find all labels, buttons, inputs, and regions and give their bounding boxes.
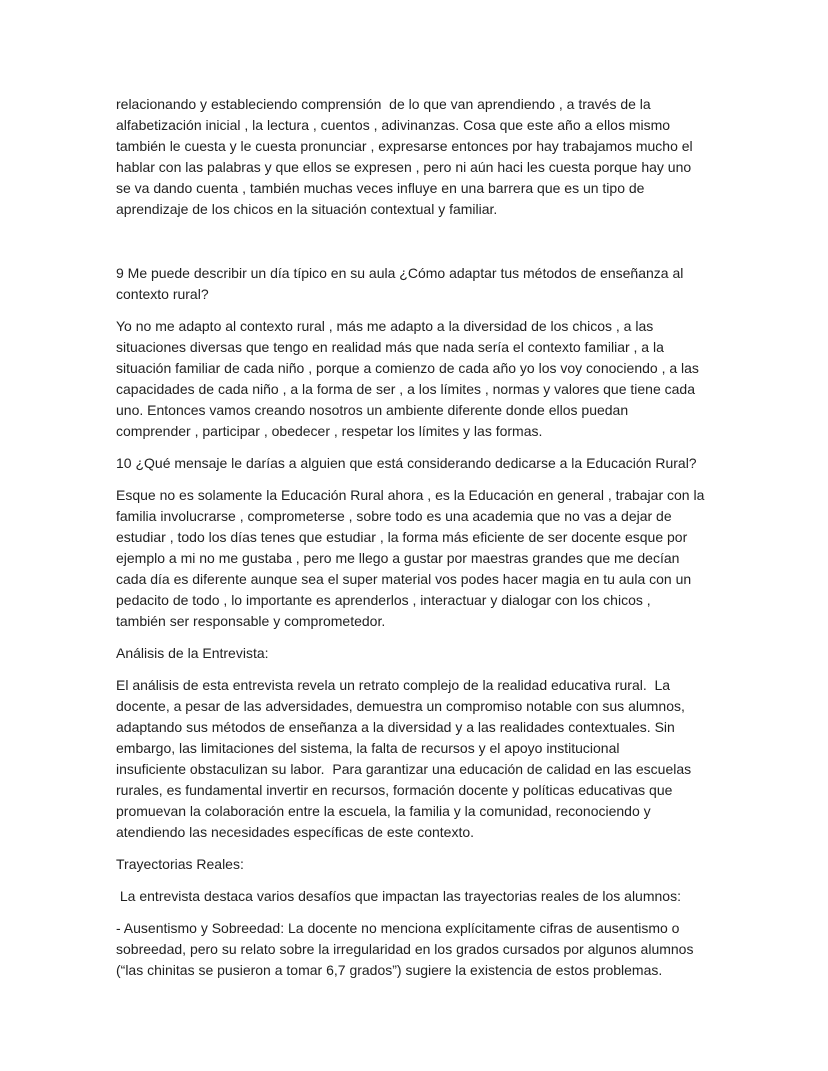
document-page [116,94,736,992]
text-line: hablar con las palabras y que ellos se expresen , pero ni aún haci les cuesta porque hay uno [116,159,692,175]
body-paragraph [116,675,736,843]
text-line: (“las chinitas se pusieron a tomar 6,7 grados”) sugiere la existencia de estos problemas. [116,962,663,978]
text-line: estudiar , todo los días tenes que estudiar , la forma más eficiente de ser docente esque por [116,529,688,545]
answer-paragraph [116,316,736,442]
body-paragraph [116,886,736,907]
text-line: también ser responsable y comprometedor. [116,613,386,629]
text-line: capacidades de cada niño , a la forma de ser , a los límites , normas y valores que tiene cada [116,381,695,397]
text-line: contexto rural? [116,286,209,302]
text-line: 10 ¿Qué mensaje le darías a alguien que está considerando dedicarse a la Educación Rural? [116,455,697,471]
heading-paragraph [116,854,736,875]
bullet-paragraph [116,918,736,981]
text-line: insuficiente obstaculizan su labor. Para garantizar una educación de calidad en las escuelas [116,761,692,777]
text-line: aprendizaje de los chicos en la situación contextual y familiar. [116,201,498,217]
text-line: pedacito de todo , lo importante es aprenderlos , interactuar y dialogar con los chicos , [116,592,651,608]
text-line: sobreedad, pero su relato sobre la irregularidad en los grados cursados por algunos alumnos [116,941,694,957]
text-line: - Ausentismo y Sobreedad: La docente no menciona explícitamente cifras de ausentismo o [116,920,680,936]
text-line: relacionando y estableciendo comprensión de lo que van aprendiendo , a través de la [116,96,651,112]
text-line: situación familiar de cada niño , porque a comienzo de cada año yo los voy conociendo , a las [116,360,699,376]
text-line: 9 Me puede describir un día típico en su aula ¿Cómo adaptar tus métodos de enseñanza al [116,265,684,281]
text-line: adaptando sus métodos de enseñanza a la diversidad y a las realidades contextuales. Sin [116,719,675,735]
answer-paragraph [116,485,736,632]
text-line: rurales, es fundamental invertir en recursos, formación docente y políticas educativas que [116,782,673,798]
text-line: alfabetización inicial , la lectura , cuentos , adivinanzas. Cosa que este año a ellos mismo [116,117,671,133]
text-line: cada día es diferente aunque sea el super material vos podes hacer magia en tu aula con un [116,571,692,587]
question-paragraph [116,263,736,305]
text-line: también le cuesta y le cuesta pronunciar , expresarse entonces por hay trabajamos mucho el [116,138,693,154]
text-line: El análisis de esta entrevista revela un retrato complejo de la realidad educativa rural. La [116,677,671,693]
answer-paragraph [116,94,736,220]
blank-paragraph [116,231,736,252]
text-line: Esque no es solamente la Educación Rural ahora , es la Educación en general , trabajar con la [116,487,705,503]
text-line: familia involucrarse , comprometerse , sobre todo es una academia que no vas a dejar de [116,508,672,524]
text-line: ejemplo a mi no me gustaba , pero me llego a gustar por maestras grandes que me decían [116,550,680,566]
text-line: Trayectorias Reales: [116,856,244,872]
text-line: promuevan la colaboración entre la escuela, la familia y la comunidad, reconociendo y [116,803,651,819]
heading-paragraph [116,643,736,664]
text-line: uno. Entonces vamos creando nosotros un ambiente diferente donde ellos puedan [116,402,629,418]
text-line: Yo no me adapto al contexto rural , más me adapto a la diversidad de los chicos , a las [116,318,654,334]
question-paragraph [116,453,736,474]
text-line: docente, a pesar de las adversidades, demuestra un compromiso notable con sus alumnos, [116,698,685,714]
text-line: embargo, las limitaciones del sistema, la falta de recursos y el apoyo institucional [116,740,620,756]
text-line: atendiendo las necesidades específicas de este contexto. [116,824,475,840]
text-line: comprender , participar , obedecer , respetar los límites y las formas. [116,423,543,439]
text-line: situaciones diversas que tengo en realidad más que nada sería el contexto familiar , a la [116,339,664,355]
text-line: Análisis de la Entrevista: [116,645,269,661]
text-line: La entrevista destaca varios desafíos que impactan las trayectorias reales de los alumnos: [116,888,681,904]
text-line: se va dando cuenta , también muchas veces influye en una barrera que es un tipo de [116,180,645,196]
